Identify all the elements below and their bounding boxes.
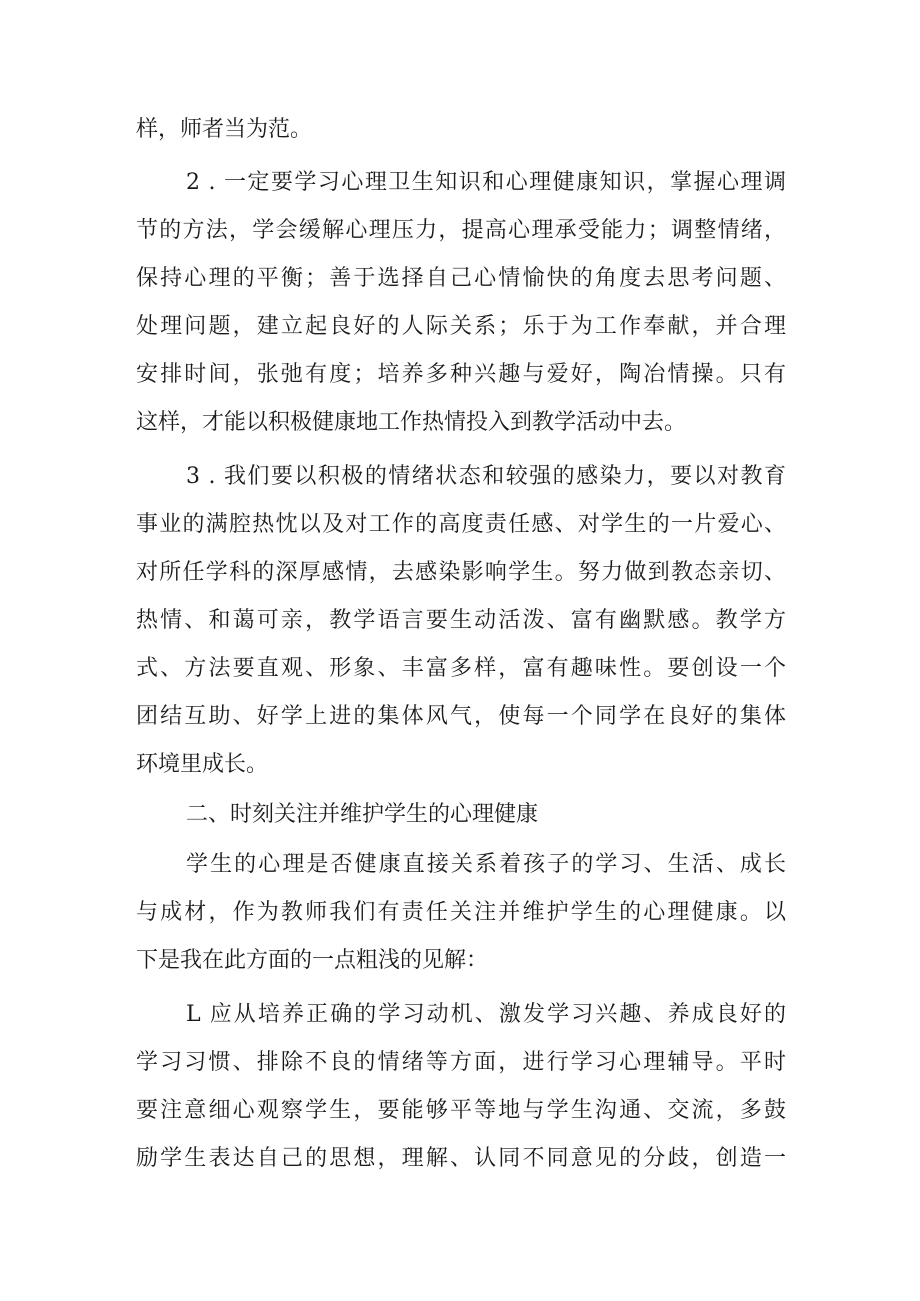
text-line: 安排时间，张弛有度；培养多种兴趣与爱好，陶冶情操。只有	[136, 362, 786, 387]
text-line: 环境里成长。	[136, 752, 269, 777]
section-heading: 二、时刻关注并维护学生的心理健康	[186, 802, 539, 827]
text-line: 要注意细心观察学生，要能够平等地与学生沟通、交流，多鼓	[136, 1098, 786, 1123]
text-line: 式、方法要直观、形象、丰富多样，富有趣味性。要创设一个	[136, 656, 786, 681]
paragraph-2-heading-line: 2 . 一定要学习心理卫生知识和心理健康知识，掌握心理调	[186, 170, 786, 195]
text-line: 学习习惯、排除不良的情绪等方面，进行学习心理辅导。平时	[136, 1050, 786, 1075]
text-line: 下是我在此方面的一点粗浅的见解：	[136, 948, 489, 973]
text-line: 对所任学科的深厚感情，去感染影响学生。努力做到教态亲切、	[136, 560, 786, 585]
paragraph-3-heading-line: 3 . 我们要以积极的情绪状态和较强的感染力，要以对教育	[186, 464, 786, 489]
text-line: 这样，才能以积极健康地工作热情投入到教学活动中去。	[136, 410, 687, 435]
text-line: 事业的满腔热忱以及对工作的高度责任感、对学生的一片爱心、	[136, 512, 786, 537]
text-line: 处理问题，建立起良好的人际关系；乐于为工作奉献，并合理	[136, 314, 786, 339]
text-line: 学生的心理是否健康直接关系着孩子的学习、生活、成长	[186, 852, 786, 877]
text-line: 样，师者当为范。	[136, 117, 313, 142]
text-line: 团结互助、好学上进的集体风气，使每一个同学在良好的集体	[136, 704, 786, 729]
text-line: 热情、和蔼可亲，教学语言要生动活泼、富有幽默感。教学方	[136, 608, 786, 633]
text-line: 与成材，作为教师我们有责任关注并维护学生的心理健康。以	[136, 900, 786, 925]
paragraph-l-heading-line: L 应从培养正确的学习动机、激发学习兴趣、养成良好的	[186, 1002, 786, 1027]
text-line: 保持心理的平衡；善于选择自己心情愉快的角度去思考问题、	[136, 266, 786, 291]
text-line: 励学生表达自己的思想，理解、认同不同意见的分歧，创造一	[136, 1146, 786, 1171]
text-line: 节的方法，学会缓解心理压力，提高心理承受能力；调整情绪，	[136, 218, 786, 243]
